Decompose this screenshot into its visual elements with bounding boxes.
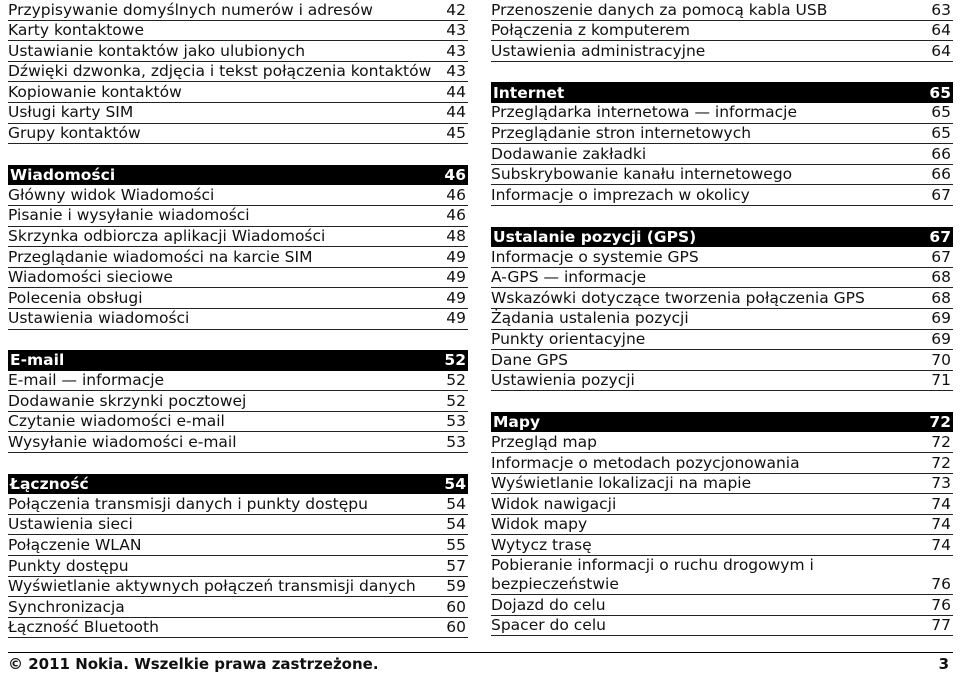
toc-entry[interactable] <box>491 515 953 536</box>
section-spacer <box>8 144 468 165</box>
toc-entry-page: 46 <box>446 185 466 204</box>
toc-entry-page: 68 <box>931 268 951 287</box>
toc-entry[interactable] <box>491 103 953 124</box>
toc-entry-page: 53 <box>446 432 466 451</box>
toc-entry-title: Wysyłanie wiadomości e-mail <box>8 432 237 451</box>
toc-entry-title: Dane GPS <box>491 350 568 369</box>
toc-entry-title: Łączność <box>10 474 89 493</box>
toc-entry-page: 49 <box>446 309 466 328</box>
toc-entry-title: Informacje o systemie GPS <box>491 247 699 266</box>
toc-entry-title: Przeglądanie wiadomości na karcie SIM <box>8 247 313 266</box>
toc-section-heading[interactable] <box>8 165 468 186</box>
toc-entry[interactable] <box>491 474 953 495</box>
toc-entry[interactable] <box>491 616 953 637</box>
toc-entry-title: Przenoszenie danych za pomocą kabla USB <box>491 0 828 19</box>
toc-entry[interactable] <box>8 577 468 598</box>
toc-entry[interactable] <box>491 144 953 165</box>
toc-entry-title: Wytycz trasę <box>491 535 592 554</box>
toc-entry[interactable] <box>491 288 953 309</box>
toc-entry-page: 59 <box>446 577 466 596</box>
toc-entry-page: 52 <box>444 351 466 370</box>
page-number: 3 <box>938 655 949 673</box>
toc-entry-page: 70 <box>931 350 951 369</box>
toc-entry-page: 66 <box>931 144 951 163</box>
toc-entry[interactable] <box>491 595 953 616</box>
toc-entry[interactable] <box>8 288 468 309</box>
toc-entry-page: 63 <box>931 0 951 19</box>
section-spacer <box>491 391 953 412</box>
toc-entry-title: Pisanie i wysyłanie wiadomości <box>8 206 250 225</box>
toc-entry-title: Dojazd do celu <box>491 595 606 614</box>
toc-entry[interactable] <box>491 371 953 392</box>
toc-entry-page: 46 <box>446 206 466 225</box>
toc-entry-title: Pobieranie informacji o ruchu drogowym i bezpieczeństwie <box>491 556 814 594</box>
toc-entry[interactable] <box>8 515 468 536</box>
toc-entry-page: 43 <box>446 62 466 81</box>
toc-entry-page: 68 <box>931 288 951 307</box>
toc-entry[interactable] <box>491 432 953 453</box>
toc-entry-page: 52 <box>446 391 466 410</box>
toc-entry[interactable] <box>8 227 468 248</box>
section-spacer <box>8 330 468 351</box>
toc-entry[interactable] <box>491 350 953 371</box>
toc-entry-page: 60 <box>446 618 466 637</box>
toc-entry-title: Łączność Bluetooth <box>8 618 159 637</box>
toc-entry[interactable] <box>8 206 468 227</box>
toc-entry[interactable] <box>491 494 953 515</box>
toc-entry-page: 69 <box>931 330 951 348</box>
toc-entry-title: Wyświetlanie aktywnych połączeń transmisji danych <box>8 577 416 596</box>
toc-entry-title: Mapy <box>493 413 541 432</box>
toc-section-heading[interactable] <box>491 227 953 248</box>
toc-entry-page: 67 <box>931 247 951 266</box>
toc-left-column <box>8 0 468 638</box>
toc-entry-page: 44 <box>446 103 466 122</box>
toc-entry-page: 65 <box>931 103 951 122</box>
toc-entry-page: 77 <box>931 616 951 635</box>
toc-entry-title: Dźwięki dzwonka, zdjęcia i tekst połączenia kontaktów <box>8 62 432 81</box>
toc-entry-title: Przypisywanie domyślnych numerów i adresów <box>8 0 373 19</box>
toc-entry-page: 65 <box>931 124 951 143</box>
toc-entry-page: 49 <box>446 288 466 307</box>
toc-entry-page: 76 <box>931 575 951 594</box>
toc-entry[interactable] <box>491 453 953 474</box>
toc-entry[interactable] <box>8 535 468 556</box>
toc-entry-title: Spacer do celu <box>491 616 606 635</box>
toc-entry-page: 72 <box>931 432 951 451</box>
toc-entry-page: 54 <box>444 474 466 493</box>
toc-entry[interactable] <box>491 268 953 289</box>
toc-entry-title: Grupy kontaktów <box>8 124 141 143</box>
toc-entry[interactable] <box>8 41 468 62</box>
toc-entry-title: Przeglądarka internetowa — informacje <box>491 103 798 122</box>
toc-entry-title: Kopiowanie kontaktów <box>8 82 182 101</box>
toc-entry-title: Ustawienia wiadomości <box>8 309 190 328</box>
toc-entry-title: Punkty dostępu <box>8 556 129 575</box>
toc-entry-title: Czytanie wiadomości e-mail <box>8 412 225 431</box>
toc-section-heading[interactable] <box>491 412 953 433</box>
toc-entry[interactable] <box>8 494 468 515</box>
toc-entry-title: Połączenia transmisji danych i punkty dostępu <box>8 494 368 513</box>
toc-entry[interactable] <box>8 185 468 206</box>
toc-entry-page: 72 <box>929 413 951 432</box>
toc-entry[interactable] <box>8 62 468 83</box>
toc-entry-title: Ustawienia pozycji <box>491 371 635 390</box>
toc-entry-page: 52 <box>446 371 466 390</box>
toc-entry[interactable] <box>8 391 468 412</box>
toc-entry-title: Dodawanie skrzynki pocztowej <box>8 391 247 410</box>
toc-entry-page: 46 <box>444 166 466 185</box>
toc-entry-page: 45 <box>446 124 466 143</box>
toc-entry[interactable] <box>8 103 468 124</box>
copyright-text: © 2011 Nokia. Wszelkie prawa zastrzeżone. <box>8 655 379 673</box>
toc-entry-page: 54 <box>446 515 466 534</box>
page-footer <box>8 652 953 675</box>
toc-entry[interactable] <box>8 618 468 639</box>
toc-entry-title: Wiadomości sieciowe <box>8 268 173 287</box>
toc-entry-title: Informacje o metodach pozycjonowania <box>491 453 800 472</box>
toc-entry-title: Połączenia z komputerem <box>491 21 690 40</box>
toc-entry-page: 74 <box>931 515 951 534</box>
toc-entry-page: 64 <box>931 41 951 60</box>
toc-entry[interactable] <box>8 371 468 392</box>
toc-entry[interactable] <box>491 330 953 351</box>
toc-entry[interactable] <box>491 309 953 330</box>
toc-entry-title: Internet <box>493 83 565 102</box>
toc-entry-title: Połączenie WLAN <box>8 535 142 554</box>
toc-entry-title: Ustawienia administracyjne <box>491 41 706 60</box>
toc-entry-page: 74 <box>931 535 951 554</box>
toc-entry-title: Dodawanie zakładki <box>491 144 647 163</box>
toc-entry[interactable] <box>8 21 468 42</box>
toc-section-heading[interactable] <box>8 350 468 371</box>
toc-entry-page: 54 <box>446 494 466 513</box>
toc-entry-title: Główny widok Wiadomości <box>8 185 215 204</box>
section-spacer <box>491 206 953 227</box>
toc-entry-page: 43 <box>446 41 466 60</box>
toc-entry-title: Wiadomości <box>10 166 116 185</box>
toc-entry-page: 76 <box>931 595 951 614</box>
toc-entry-page: 43 <box>446 21 466 40</box>
toc-entry-title: Widok mapy <box>491 515 588 534</box>
toc-entry[interactable] <box>8 412 468 433</box>
toc-entry-title: Karty kontaktowe <box>8 21 144 40</box>
toc-entry-title: E-mail <box>10 351 65 370</box>
toc-entry-page: 55 <box>446 535 466 554</box>
toc-entry-title: Wyświetlanie lokalizacji na mapie <box>491 474 752 493</box>
toc-entry-page: 67 <box>931 185 951 204</box>
toc-section-heading[interactable] <box>8 474 468 495</box>
toc-entry-title: Polecenia obsługi <box>8 288 143 307</box>
toc-entry-page: 60 <box>446 597 466 616</box>
section-spacer <box>491 62 953 83</box>
toc-entry-title: Żądania ustalenia pozycji <box>491 309 689 328</box>
toc-section-heading[interactable] <box>491 82 953 103</box>
toc-right-column <box>491 0 953 636</box>
toc-entry[interactable] <box>8 82 468 103</box>
toc-entry[interactable] <box>8 432 468 453</box>
toc-entry-page: 48 <box>446 227 466 246</box>
toc-entry-title: Informacje o imprezach w okolicy <box>491 185 750 204</box>
toc-entry-title: Przegląd map <box>491 432 597 451</box>
toc-entry-title: Skrzynka odbiorcza aplikacji Wiadomości <box>8 227 326 246</box>
toc-entry-title: Subskrybowanie kanału internetowego <box>491 165 793 184</box>
section-spacer <box>8 453 468 474</box>
toc-entry[interactable] <box>8 309 468 330</box>
toc-entry[interactable] <box>491 21 953 42</box>
toc-entry[interactable] <box>8 268 468 289</box>
toc-entry[interactable] <box>8 0 468 21</box>
toc-entry-title: Synchronizacja <box>8 597 125 616</box>
toc-entry[interactable] <box>491 41 953 62</box>
toc-entry[interactable] <box>491 556 953 595</box>
toc-entry-page: 74 <box>931 494 951 513</box>
toc-entry[interactable] <box>8 124 468 145</box>
toc-entry[interactable] <box>8 597 468 618</box>
toc-entry-title: E-mail — informacje <box>8 371 165 390</box>
toc-entry[interactable] <box>491 185 953 206</box>
toc-entry-page: 44 <box>446 82 466 101</box>
toc-entry[interactable] <box>8 556 468 577</box>
toc-entry-title: Usługi karty SIM <box>8 103 134 122</box>
toc-entry-page: 73 <box>931 474 951 493</box>
toc-entry-page: 42 <box>446 0 466 19</box>
toc-entry-title: Ustawienia sieci <box>8 515 133 534</box>
toc-entry-page: 49 <box>446 247 466 266</box>
toc-entry-title: Punkty orientacyjne <box>491 330 646 348</box>
toc-entry-title: Widok nawigacji <box>491 494 617 513</box>
toc-entry-page: 57 <box>446 556 466 575</box>
toc-entry-title: Wskazówki dotyczące tworzenia połączenia GPS <box>491 288 865 307</box>
toc-entry-page: 69 <box>931 309 951 328</box>
toc-entry-page: 64 <box>931 21 951 40</box>
toc-entry[interactable] <box>491 0 953 21</box>
toc-entry-page: 67 <box>929 227 951 246</box>
toc-entry[interactable] <box>491 247 953 268</box>
toc-entry-page: 49 <box>446 268 466 287</box>
toc-entry-title: Ustawianie kontaktów jako ulubionych <box>8 41 306 60</box>
toc-entry-page: 72 <box>931 453 951 472</box>
toc-entry-title: A-GPS — informacje <box>491 268 647 287</box>
toc-entry-title: Przeglądanie stron internetowych <box>491 124 752 143</box>
toc-entry[interactable] <box>491 165 953 186</box>
toc-entry-title: Ustalanie pozycji (GPS) <box>493 227 697 246</box>
toc-entry-page: 53 <box>446 412 466 431</box>
toc-entry[interactable] <box>8 247 468 268</box>
toc-entry[interactable] <box>491 124 953 145</box>
toc-entry-page: 65 <box>929 83 951 102</box>
toc-entry-page: 71 <box>931 371 951 390</box>
toc-entry[interactable] <box>491 535 953 556</box>
toc-entry-page: 66 <box>931 165 951 184</box>
